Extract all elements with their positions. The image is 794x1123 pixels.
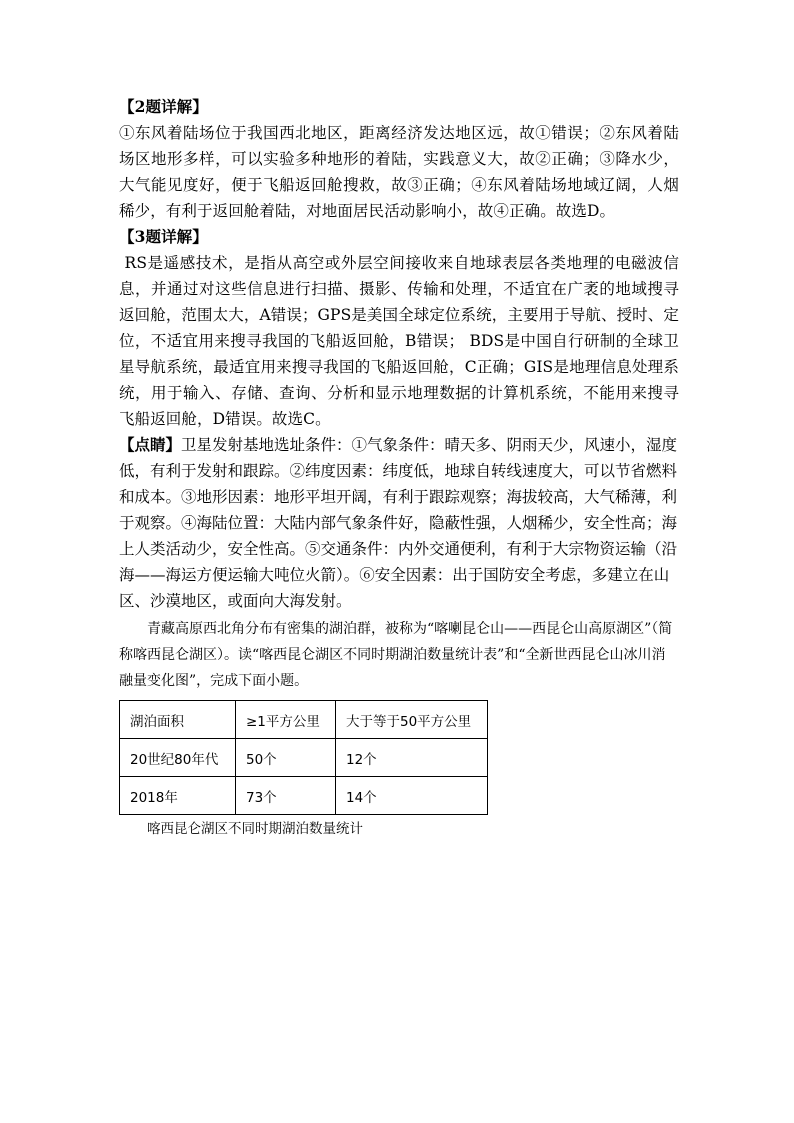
table-cell: 12个 <box>336 739 488 777</box>
note-label: 【点睛】 <box>119 435 182 454</box>
lake-count-table <box>119 700 488 815</box>
note-paragraph <box>119 432 679 614</box>
q2-body: ①东风着陆场位于我国西北地区，距离经济发达地区远，故①错误；②东风着陆场区地形多样，可以实验多种地形的着陆，实践意义大，故②正确；③降水少，大气能见度好，便于飞船返回舱搜救，故③正确；④东风着陆场地域辽阔，人烟稀少，有利于返回舱着陆，对地面居民活动影响小，故④正确。故选D。 <box>119 124 679 220</box>
table-header-cell: 大于等于50平方公里 <box>336 701 488 739</box>
table-header-row <box>120 701 488 739</box>
q3-body: RS是遥感技术，是指从高空或外层空间接收来自地球表层各类地理的电磁波信息，并通过对这些信息进行扫描、摄影、传输和处理，不适宜在广袤的地域搜寻返回舱，范围太大，A错误；GPS是美国全球定位系统，主要用于导航、授时、定位，不适宜用来搜寻我国的飞船返回舱，B错误； BDS是中国自行研制的全球卫星导航系统，最适宜用来搜寻我国的飞船返回舱，C正确；GIS是地理信息处理系统，用于输入、存储、查询、分析和显示地理数据的计算机系统，不能用来搜寻飞船返回舱，D错误。故选C。 <box>119 254 679 428</box>
question-intro: 青藏高原西北角分布有密集的湖泊群，被称为“喀喇昆仑山——西昆仑山高原湖区”（简称喀西昆仑湖区）。读“喀西昆仑湖区不同时期湖泊数量统计表”和“全新世西昆仑山冰川消融量变化图”，完成下面小题。 <box>119 621 673 689</box>
table-header-cell: 湖泊面积 <box>120 701 236 739</box>
document-content <box>119 94 679 837</box>
q2-heading: 【2题详解】 <box>119 97 208 116</box>
table-header-cell: ≥1平方公里 <box>236 701 336 739</box>
note-body: 卫星发射基地选址条件：①气象条件：晴天多、阴雨天少，风速小，湿度低，有利于发射和跟踪。②纬度因素：纬度低，地球自转线速度大，可以节省燃料和成本。③地形因素：地形平坦开阔，有利于跟踪观察；海拔较高，大气稀薄，利于观察。④海陆位置：大陆内部气象条件好，隐蔽性强，人烟稀少，安全性高；海上人类活动少，安全性高。⑤交通条件：内外交通便利，有利于大宗物资运输（沿海——海运方便运输大吨位火箭）。⑥安全因素：出于国防安全考虑，多建立在山区、沙漠地区，或面向大海发射。 <box>119 436 678 610</box>
table-row <box>120 777 488 815</box>
table-cell: 73个 <box>236 777 336 815</box>
table-cell: 2018年 <box>120 777 236 815</box>
table-caption: 喀西昆仑湖区不同时期湖泊数量统计 <box>147 821 363 837</box>
table-cell: 50个 <box>236 739 336 777</box>
table-row <box>120 739 488 777</box>
table-cell: 20世纪80年代 <box>120 739 236 777</box>
q3-heading: 【3题详解】 <box>119 227 208 246</box>
table-cell: 14个 <box>336 777 488 815</box>
